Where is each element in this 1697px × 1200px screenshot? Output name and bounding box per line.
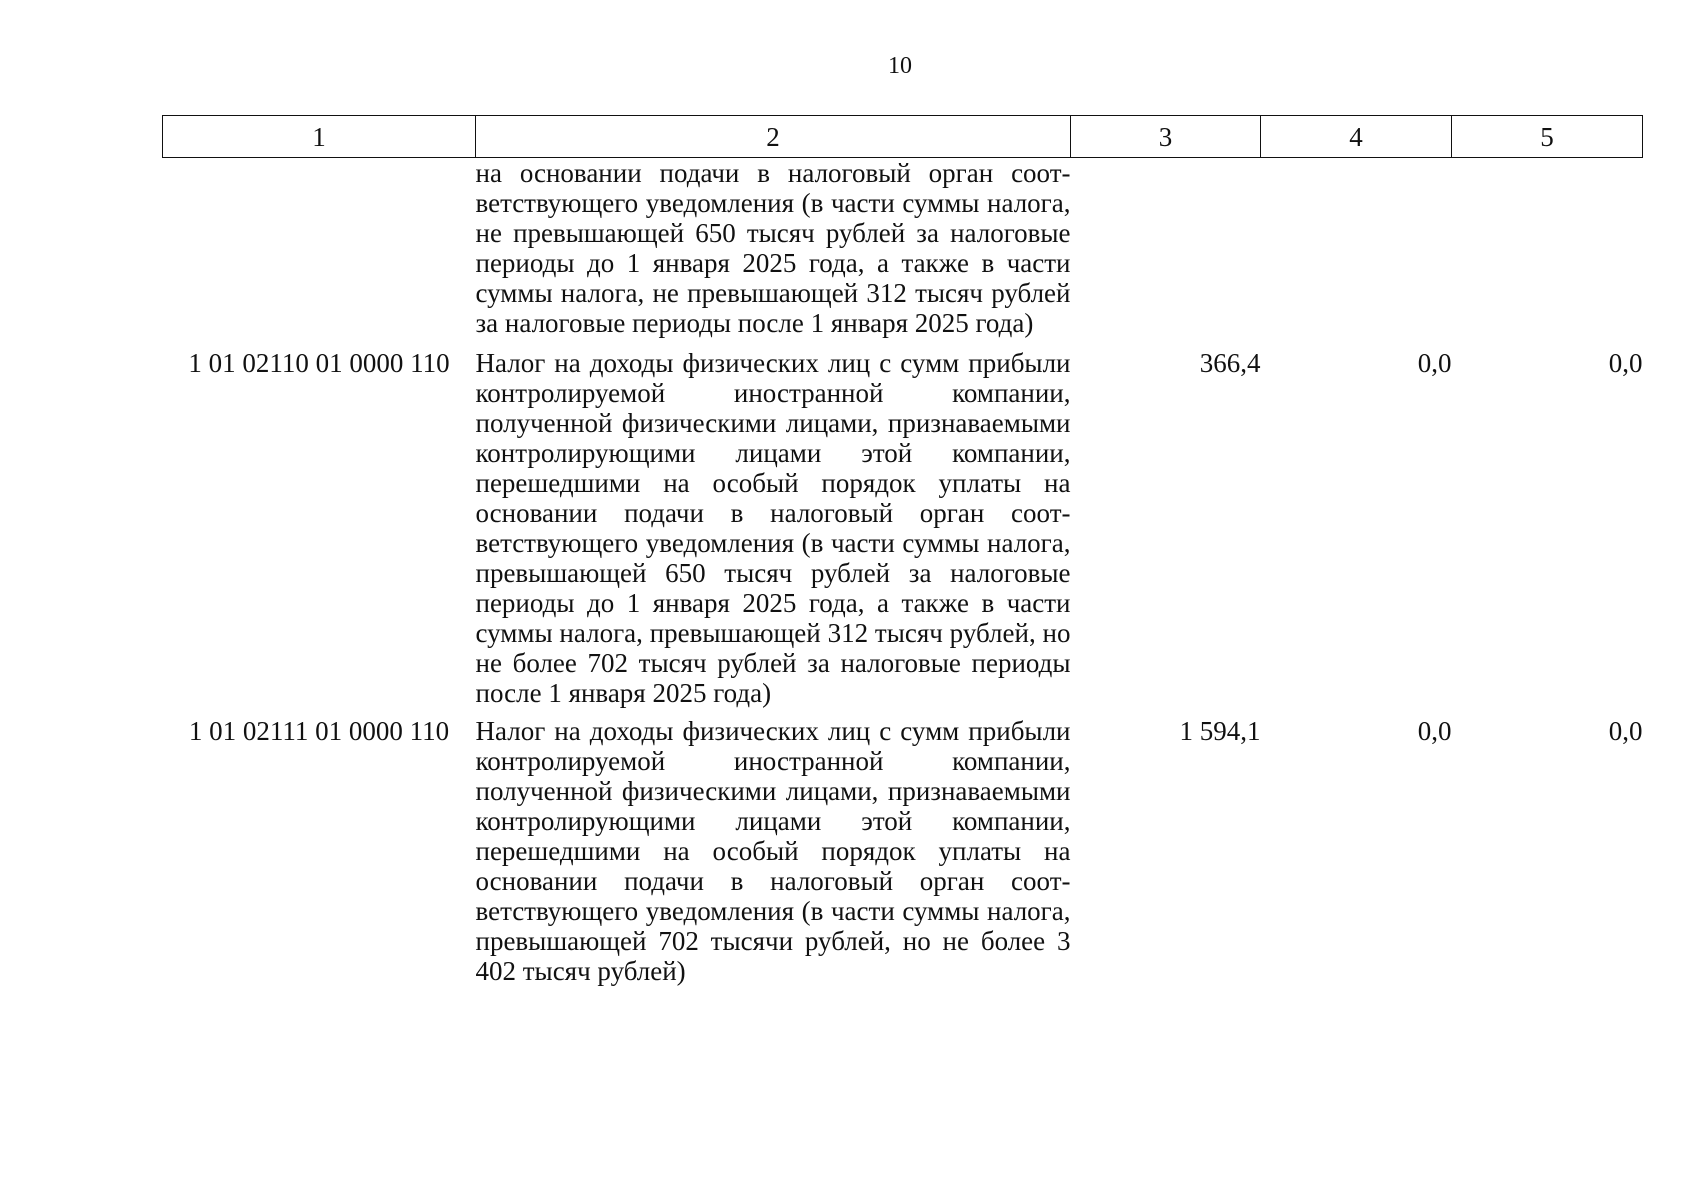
header-col-1: 1 <box>163 116 476 158</box>
header-col-2: 2 <box>476 116 1071 158</box>
row-description: Налог на доходы физических лиц с сумм прибыли контролируемой иностранной компании, полученной физическими лицами, признаваемыми контролирующими лицами этой компании, перешедшими на особый порядок уплаты на основании подачи в налоговый орган соответствующего уведомления (в части суммы налога, превышающей 702 тысячи рублей, но не более 3 402 тысяч рублей) <box>475 716 1071 986</box>
header-col-3: 3 <box>1071 116 1261 158</box>
row-value-col5: 0,0 <box>1608 716 1643 746</box>
budget-table <box>162 115 1643 994</box>
row-value-col5 <box>1452 158 1643 349</box>
row-value-col3: 366,4 <box>1199 348 1261 378</box>
row-code: 1 01 02110 01 0000 110 <box>188 348 450 378</box>
row-value-col4 <box>1261 158 1452 349</box>
header-row <box>163 116 1643 158</box>
header-col-5: 5 <box>1452 116 1643 158</box>
row-value-col4: 0,0 <box>1417 348 1452 378</box>
page-number: 10 <box>888 53 912 79</box>
header-col-4: 4 <box>1261 116 1452 158</box>
table-row <box>163 716 1643 994</box>
table-row <box>163 158 1643 349</box>
row-value-col5: 0,0 <box>1608 348 1643 378</box>
row-code: 1 01 02111 01 0000 110 <box>188 716 450 746</box>
row-value-col3: 1 594,1 <box>1179 716 1261 746</box>
row-description: на основании подачи в налоговый орган соответствующего уведомления (в части суммы налога, не превышающей 650 тысяч рублей за налоговые периоды до 1 января 2025 года, а также в части суммы налога, не превышающей 312 тысяч рублей за налоговые периоды после 1 января 2025 года) <box>475 158 1071 338</box>
row-code <box>163 158 476 349</box>
row-value-col3 <box>1071 158 1261 349</box>
table-header <box>163 116 1643 158</box>
row-description: Налог на доходы физических лиц с сумм прибыли контролируемой иностранной компании, полученной физическими лицами, признаваемыми контролирующими лицами этой компании, перешедшими на особый порядок уплаты на основании подачи в налоговый орган соответствующего уведомления (в части суммы налога, превышающей 650 тысяч рублей за налоговые периоды до 1 января 2025 года, а также в части суммы налога, превышающей 312 тысяч рублей, но не более 702 тысяч рублей за налоговые периоды после 1 января 2025 года) <box>475 348 1071 708</box>
table-row <box>163 348 1643 716</box>
table-body <box>163 158 1643 995</box>
row-value-col4: 0,0 <box>1417 716 1452 746</box>
